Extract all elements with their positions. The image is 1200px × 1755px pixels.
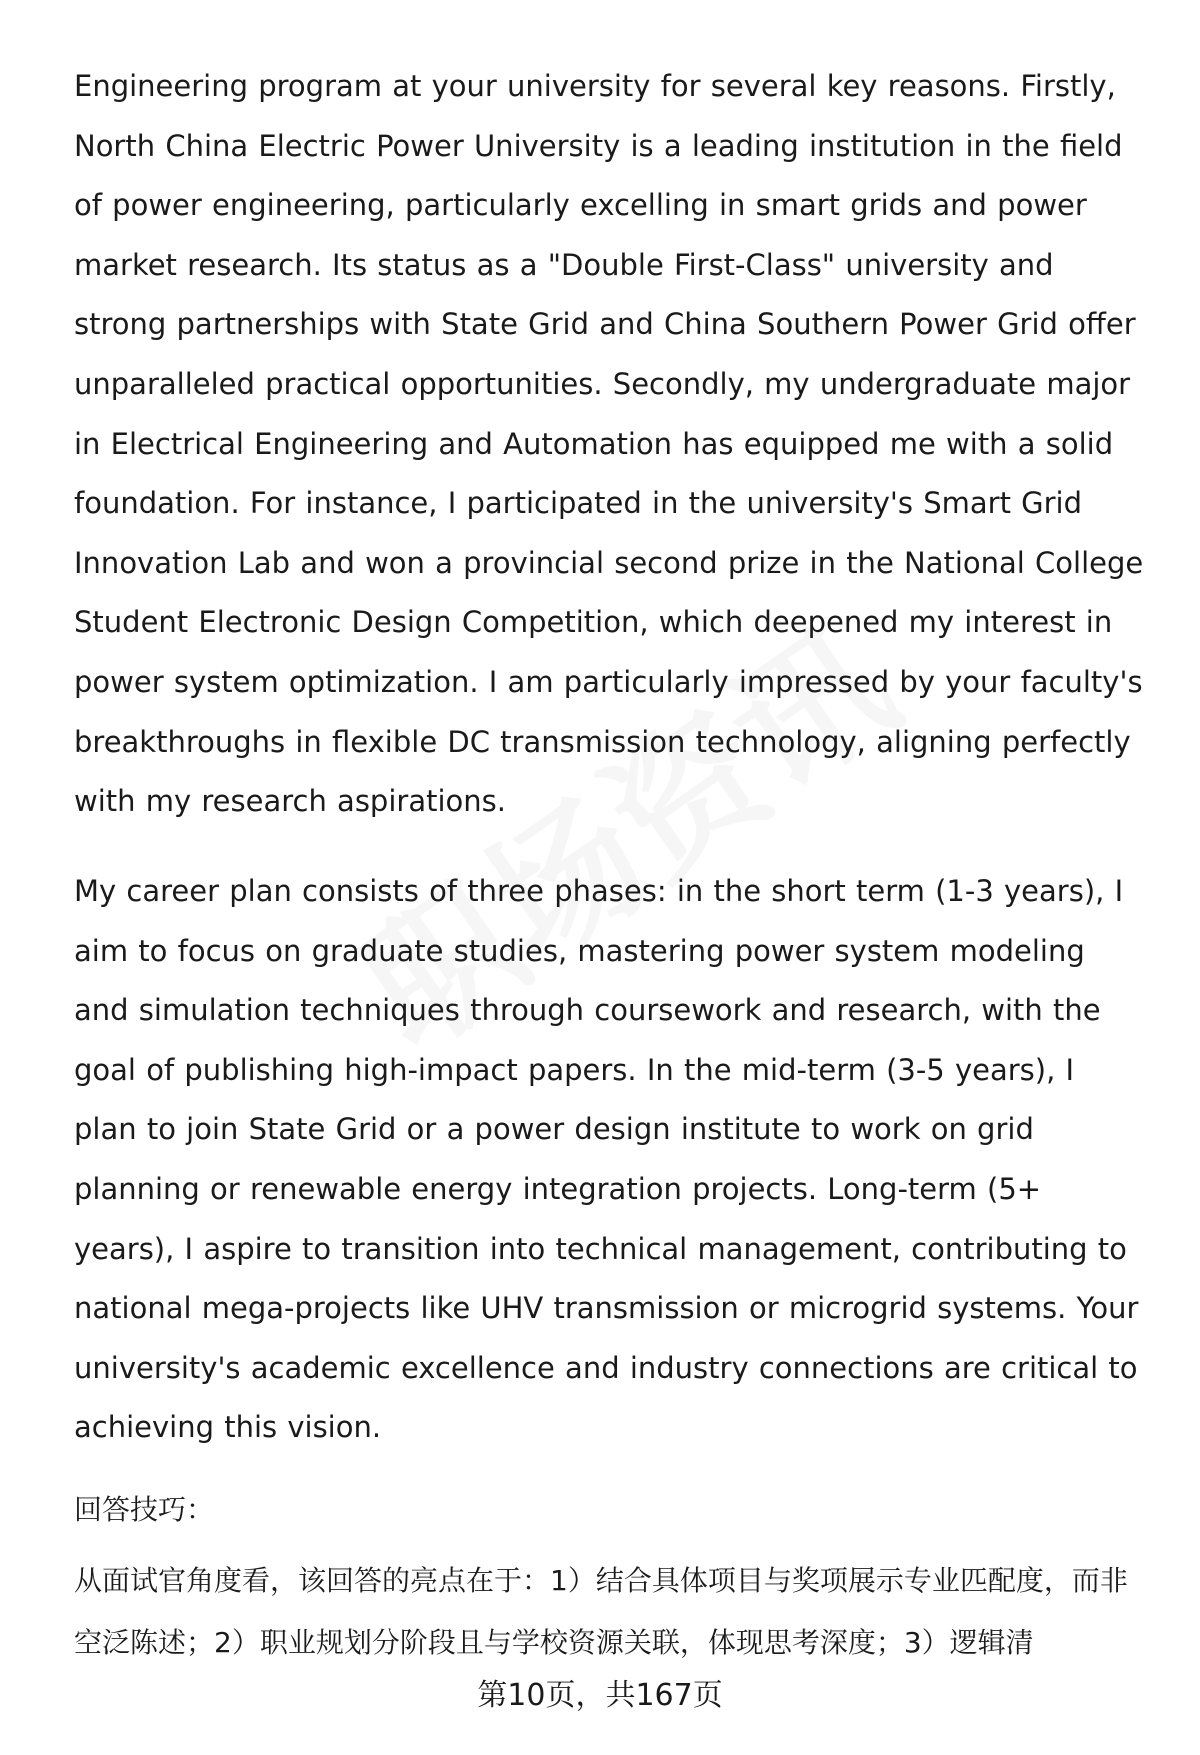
page-number-footer: 第10页，共167页	[477, 1678, 723, 1713]
body-paragraph-motivation: Engineering program at your university for several key reasons. Firstly, North China Electric Power University is a leading institution in the field of power engineering, particularly excelling in smart grids and power market research. Its status as a "Double First-Class" university and strong partnerships with State Grid and China Southern Power Grid offer unparalleled practical opportunities. Secondly, my undergraduate major in Electrical Engineering and Automation has equipped me with a solid foundation. For instance, I participated in the university's Smart Grid Innovation Lab and won a provincial second prize in the National College Student Electronic Design Competition, which deepened my interest in power system optimization. I am particularly impressed by your faculty's breakthroughs in flexible DC transmission technology, aligning perfectly with my research aspirations.	[74, 69, 1144, 819]
body-paragraph-career-plan: My career plan consists of three phases: in the short term (1-3 years), I aim to focus on graduate studies, mastering power system modeling and simulation techniques through coursework and research, with the goal of publishing high-impact papers. In the mid-term (3-5 years), I plan to join State Grid or a power design institute to work on grid planning or renewable energy integration projects. Long-term (5+ years), I aspire to transition into technical management, contributing to national mega-projects like UHV transmission or microgrid systems. Your university's academic excellence and industry connections are critical to achieving this vision.	[74, 874, 1139, 1445]
tips-body: 从面试官角度看，该回答的亮点在于：1）结合具体项目与奖项展示专业匹配度，而非空泛陈述；2）职业规划分阶段且与学校资源关联，体现思考深度；3）逻辑清	[74, 1564, 1128, 1659]
tips-heading: 回答技巧：	[74, 1493, 215, 1526]
